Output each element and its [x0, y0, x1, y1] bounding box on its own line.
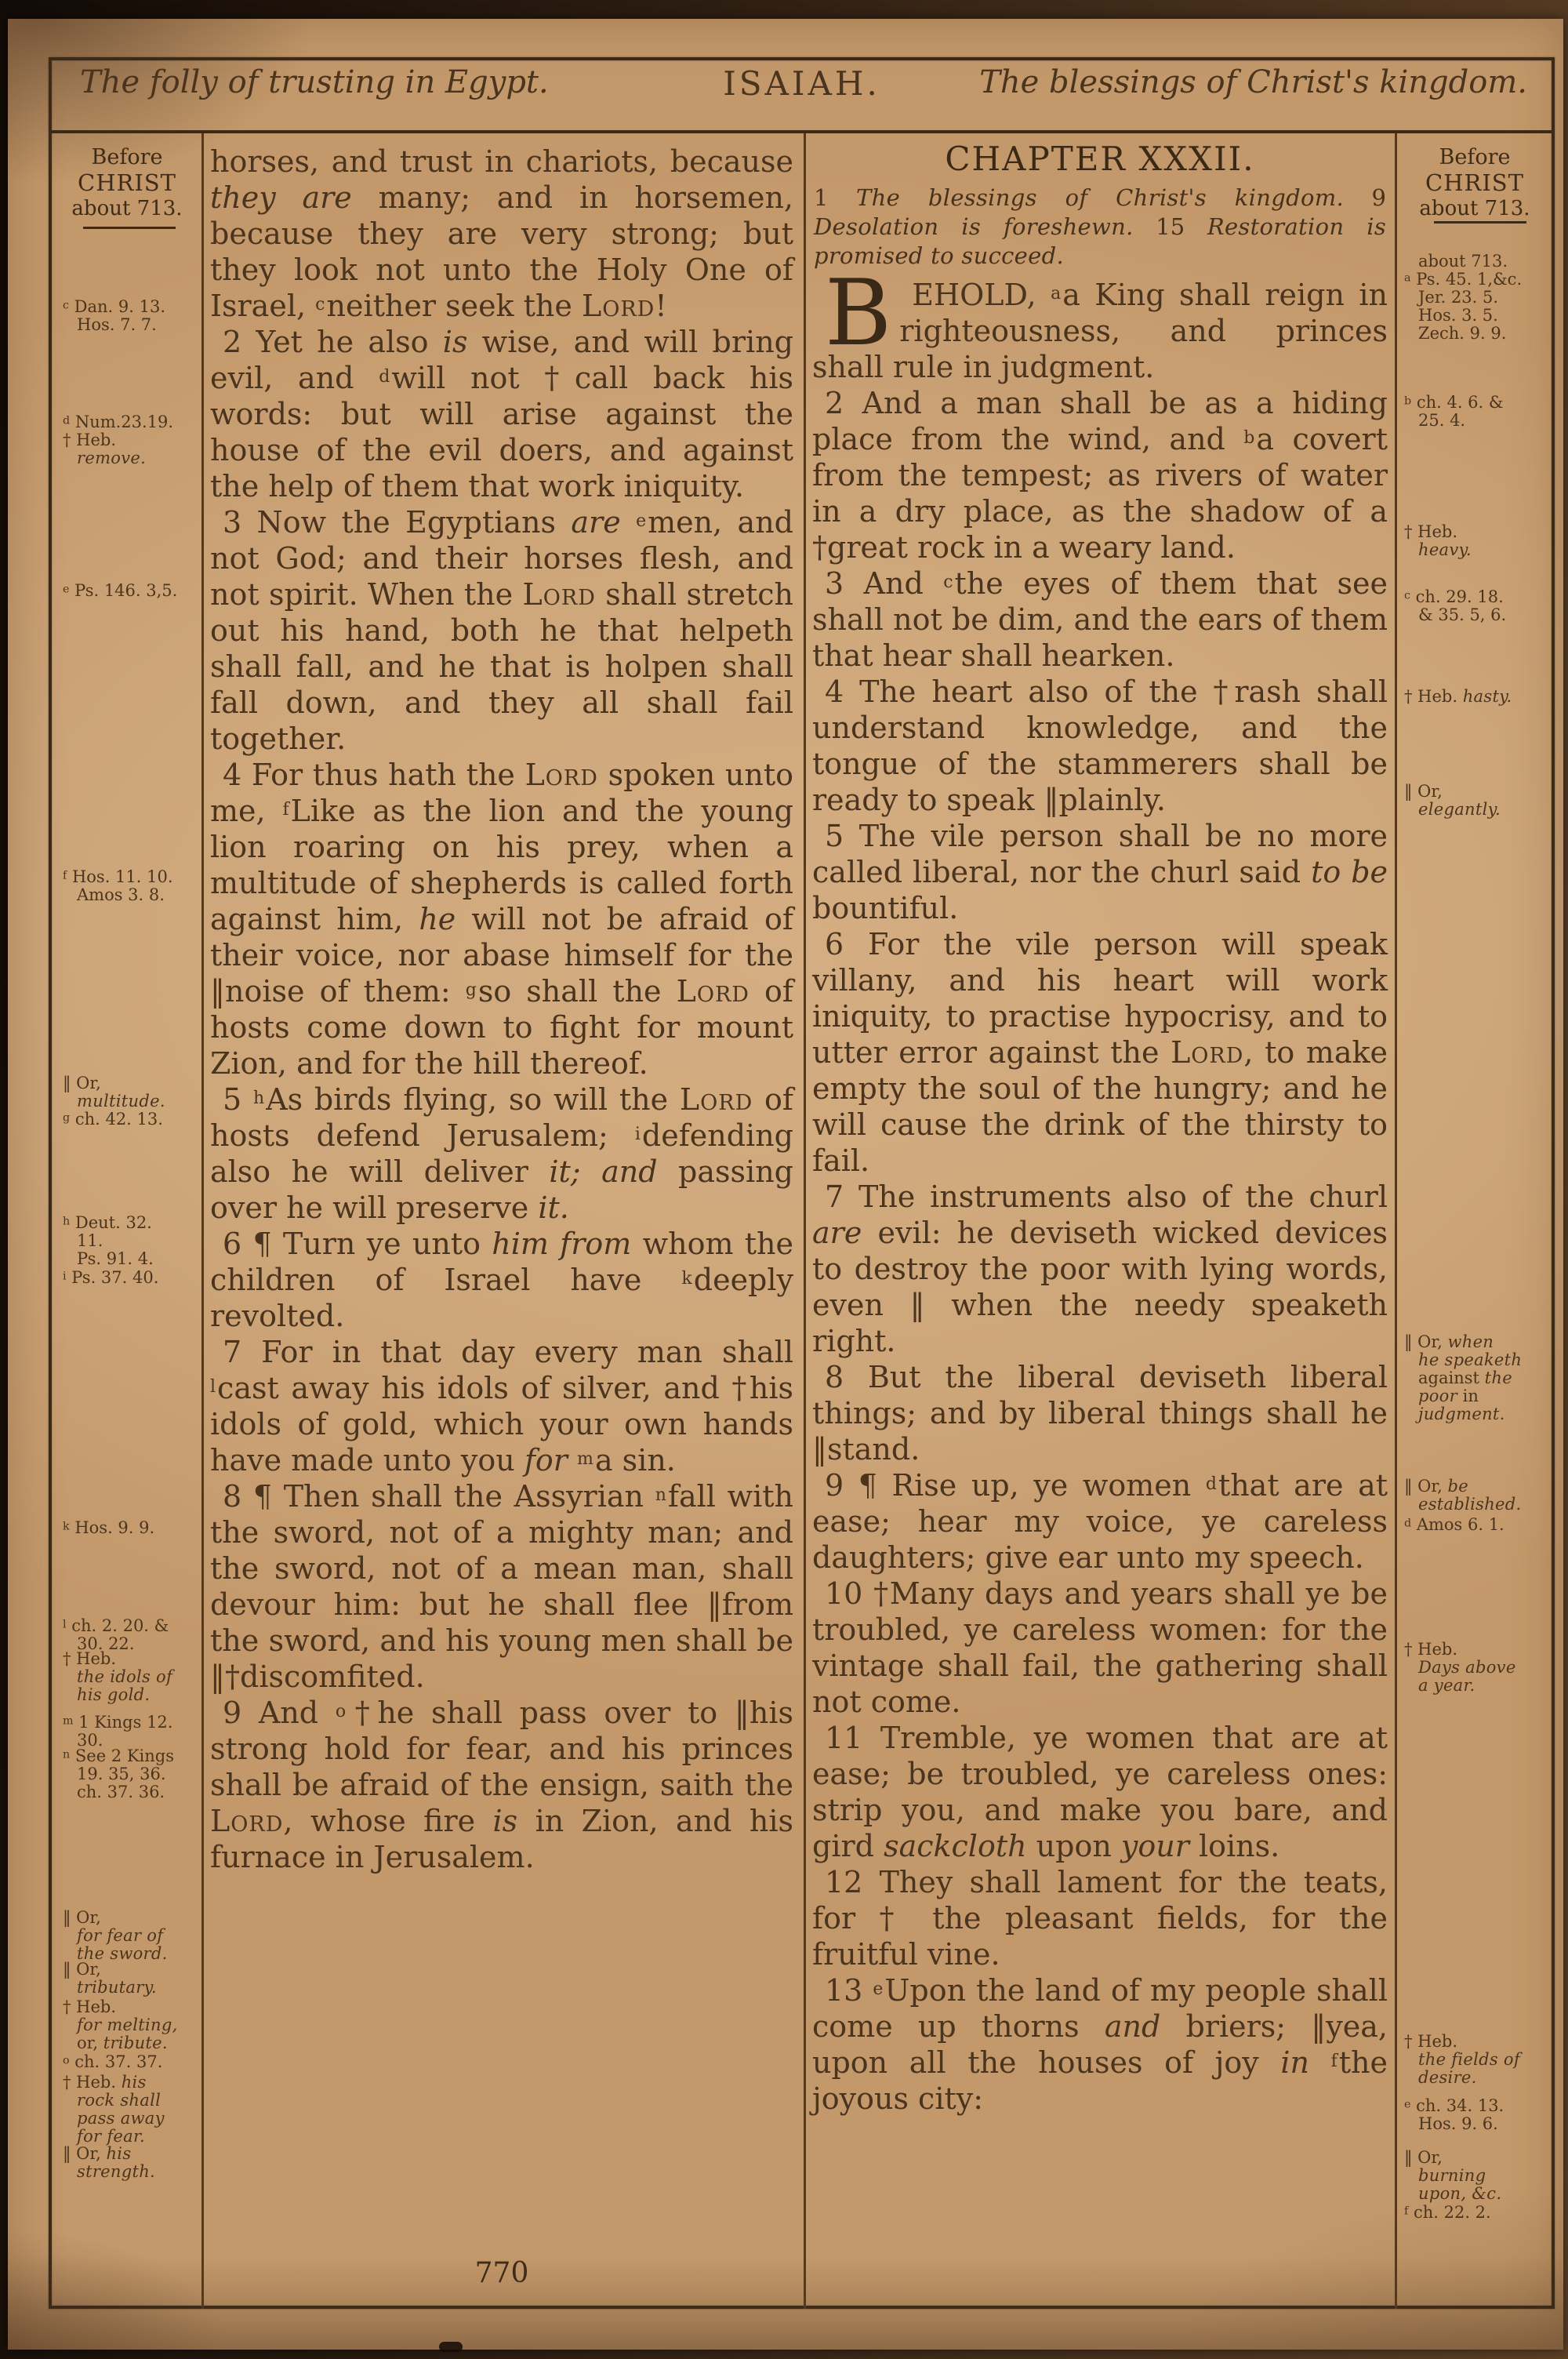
margin-note-line: Hos. 7. 7.	[77, 315, 157, 334]
column-divider	[804, 133, 806, 2309]
styled-text: he speaketh	[1418, 1350, 1523, 1369]
footnote-marker: f	[63, 869, 67, 882]
margin-note	[1404, 2149, 1548, 2203]
styled-text: when	[1447, 1332, 1494, 1351]
margin-note-line: Ps. 91. 4.	[77, 1249, 154, 1268]
margin-note-line: 25. 4.	[1418, 411, 1466, 430]
styled-text: the sword.	[77, 1944, 168, 1963]
margin-note-line	[63, 1092, 201, 1110]
footnote-marker: e	[1404, 2098, 1411, 2111]
styled-text: upon, &c.	[1418, 2184, 1502, 2203]
margin-note-line: or, tribute.	[77, 2034, 168, 2052]
styled-text: Lord	[679, 1082, 753, 1117]
margin-note	[1404, 1478, 1548, 1514]
margin-note	[63, 582, 201, 600]
margin-note-line: Zech. 9. 9.	[1418, 324, 1507, 343]
styled-text: strength.	[77, 2162, 155, 2181]
margin-note	[1404, 1641, 1548, 1695]
margin-note	[63, 413, 201, 467]
margin-note	[63, 1214, 201, 1268]
margin-note	[1404, 2033, 1548, 2087]
styled-text: desire.	[1418, 2068, 1477, 2087]
margin-note	[63, 2053, 201, 2071]
margin-note-line: 30. 22.	[77, 1634, 135, 1653]
margin-note-line: $^d$ Num.23.19.	[63, 413, 174, 431]
before-christ-line: about 713.	[71, 197, 183, 220]
verse: 6 For the vile person will speak villany, and his heart will work iniquity, to practise hypocrisy, and to utter error against the Lord, to make empty the soul of the hungry; and he will cause the drink of the thirsty to fail.	[812, 927, 1388, 1178]
footnote-marker: n	[63, 1748, 71, 1761]
styled-text: Lord	[522, 577, 596, 612]
margin-note-line	[63, 2128, 201, 2146]
margin-note-line	[1404, 1405, 1548, 1423]
margin-note	[63, 298, 201, 334]
margin-note-line	[1404, 801, 1548, 819]
footnote-marker: m	[577, 1448, 593, 1469]
verse: 2 Yet he also is wise, and will bring evil, and $^d$will not †call back his words: but will arise against the house of the evil doers, and against the help of them that work iniquity.	[210, 325, 794, 503]
margin-note-line: ‖ Or,	[1404, 2148, 1443, 2167]
margin-note-line: $^k$ Hos. 9. 9.	[63, 1518, 155, 1537]
margin-note	[63, 1714, 201, 1750]
styled-text: and	[1104, 2009, 1161, 2044]
margin-note-line: 30.	[77, 1731, 103, 1750]
footnote-marker: f	[282, 799, 289, 820]
styled-text: they are	[210, 180, 352, 215]
margin-note-line: $^a$ Ps. 45. 1,&c.	[1404, 270, 1523, 289]
styled-text: tribute.	[103, 2034, 168, 2052]
margin-note-line	[1404, 2069, 1548, 2087]
margin-note-line: Amos 3. 8.	[77, 885, 165, 904]
left-margin-notes	[63, 19, 201, 2350]
margin-note	[63, 1961, 201, 1997]
margin-note-line: $^h$ Deut. 32.	[63, 1213, 152, 1232]
verse: 3 Now the Egyptians are $^e$men, and not God; and their horses flesh, and not spirit. When the Lord shall stretch out his hand, both he that helpeth shall fall, and he that is holpen shall fall down, and they all shall fail together.	[210, 505, 793, 756]
styled-text: remove.	[77, 449, 147, 467]
styled-text: a year.	[1418, 1676, 1475, 1695]
verse: 10 †Many days and years shall ye be troubled, ye careless women: for the vintage shall fail, the gathering shall not come.	[812, 1576, 1388, 1719]
footnote-marker: n	[655, 1485, 666, 1505]
verse: horses, and trust in chariots, because they are many; and in horsemen, because they are very strong; but they look not unto the Holy One of Israel, $^c$neither seek the Lord!	[210, 144, 793, 323]
footnote-marker: h	[252, 1088, 265, 1108]
margin-note-line	[63, 1686, 201, 1704]
verse: 6 ¶ Turn ye unto him from whom the children of Israel have $^k$deeply revolted.	[210, 1227, 793, 1333]
styled-text: Days above	[1418, 1658, 1516, 1677]
page-number: 770	[474, 2257, 529, 2289]
margin-note-line: $^n$ See 2 Kings	[63, 1747, 174, 1765]
footnote-marker: g	[63, 1111, 71, 1125]
margin-note-line: † Heb.	[1404, 2032, 1458, 2051]
footnote-marker: c	[63, 299, 69, 312]
margin-note-line	[63, 2092, 201, 2110]
styled-text: his	[106, 2144, 132, 2163]
margin-note	[63, 2145, 201, 2181]
footnote-marker: o	[63, 2054, 70, 2067]
footnote-marker: f	[1330, 2051, 1338, 2071]
margin-note-line	[1404, 541, 1548, 559]
styled-text: the	[1484, 1369, 1512, 1387]
margin-note-line: † Heb.	[63, 431, 117, 449]
margin-note-line	[1404, 2167, 1548, 2185]
styled-text: rock shall	[77, 2091, 162, 2110]
margin-note	[1404, 253, 1548, 343]
margin-note-line	[1404, 1496, 1548, 1514]
styled-text: him from	[492, 1227, 632, 1261]
styled-text: elegantly.	[1418, 800, 1501, 819]
margin-note-line: $^g$ ch. 42. 13.	[63, 1110, 163, 1129]
styled-text: hasty.	[1462, 687, 1512, 706]
verse: 7 The instruments also of the churl are evil: he deviseth wicked devices to destroy the poor with lying words, even ‖ when the needy speaketh right.	[812, 1180, 1388, 1358]
verse: 9 And $^o$†he shall pass over to ‖his strong hold for fear, and his princes shall be afraid of the ensign, saith the Lord, whose fire is in Zion, and his furnace in Jerusalem.	[210, 1696, 794, 1874]
verse: 5 The vile person shall be no more called liberal, nor the churl said to be bountiful.	[812, 819, 1388, 925]
margin-note-line: $^o$ ch. 37. 37.	[63, 2052, 163, 2071]
margin-note	[1404, 783, 1548, 819]
footnote-marker: d	[1404, 1517, 1412, 1530]
footnote-marker: c	[315, 294, 325, 314]
footnote-marker: l	[63, 1618, 67, 1631]
verse: 4 For thus hath the Lord spoken unto me, $^f$Like as the lion and the young lion roaring on his prey, when a multitude of shepherds is called forth against him, he will not be afraid of their voice, nor abase himself for the ‖noise of them: $^g$so shall the Lord of hosts come down to fight for mount Zion, and for the hill thereof.	[210, 758, 794, 1081]
ink-smudge	[439, 2342, 463, 2352]
margin-note-line: $^c$ ch. 29. 18.	[1404, 587, 1504, 606]
header-rule	[49, 130, 1555, 133]
scanned-page	[8, 19, 1563, 2350]
styled-text: for	[524, 1443, 568, 1478]
footnote-marker: b	[1404, 394, 1412, 408]
margin-note-line: against the	[1418, 1369, 1512, 1387]
verse: 13 $^e$Upon the land of my people shall come up thorns and briers; ‖yea, upon all the houses of joy in $^f$the joyous city:	[812, 1973, 1388, 2116]
margin-note-line: Jer. 23. 5.	[1418, 288, 1499, 307]
verse: 8 ¶ Then shall the Assyrian $^n$fall with the sword, not of a mighty man; and the sword, not of a mean man, shall devour him: but he shall flee ‖from the sword, and his young men shall be ‖†discomfited.	[210, 1479, 794, 1694]
margin-note-line: $^e$ Ps. 146. 3,5.	[63, 581, 178, 600]
margin-note	[63, 1617, 201, 1653]
margin-note-line: Hos. 9. 6.	[1418, 2114, 1498, 2133]
margin-note-line	[63, 2163, 201, 2181]
footnote-marker: e	[636, 511, 647, 531]
chapter-title: CHAPTER XXXII.	[945, 140, 1255, 178]
footnote-marker: o	[335, 1701, 347, 1721]
footnote-marker: l	[210, 1376, 216, 1397]
margin-note	[1404, 688, 1548, 706]
styled-text: The blessings of Christ's kingdom.	[855, 184, 1345, 211]
styled-text: Lord	[1171, 1035, 1244, 1070]
styled-text: his	[121, 2073, 147, 2092]
margin-note-line	[1404, 1659, 1548, 1677]
footnote-marker: d	[63, 414, 71, 427]
styled-text: his gold.	[77, 1685, 151, 1704]
margin-note	[1404, 1333, 1548, 1423]
footnote-marker: m	[63, 1714, 74, 1728]
verse: 2 And a man shall be as a hiding place from the wind, and $^b$a covert from the tempest; as rivers of water in a dry place, as the shadow of a †great rock in a weary land.	[812, 386, 1388, 565]
styled-text: for fear of	[77, 1926, 164, 1945]
styled-text: Lord	[581, 289, 655, 323]
before-christ-line: about 713.	[1419, 197, 1530, 220]
styled-text: Desolation is foreshewn.	[814, 213, 1134, 240]
margin-note-line	[63, 1668, 201, 1686]
margin-note-line: † Heb.	[1404, 1640, 1458, 1659]
styled-text: sackcloth	[884, 1829, 1027, 1863]
margin-note-line	[63, 2016, 201, 2034]
verse: 12 They shall lament for the teats, for † the pleasant fields, for the fruitful vine.	[812, 1865, 1388, 1972]
verse: 3 And $^c$the eyes of them that see shall not be dim, and the ears of them that hear shall hearken.	[812, 566, 1388, 673]
styled-text: heavy.	[1418, 540, 1472, 559]
styled-text: for fear.	[77, 2127, 145, 2146]
margin-note-line: $^f$ Hos. 11. 10.	[63, 867, 173, 886]
footnote-marker: c	[1404, 589, 1410, 602]
margin-note	[1404, 394, 1548, 430]
margin-note	[63, 1998, 201, 2052]
verses-container	[812, 260, 1388, 2117]
footnote-marker: h	[63, 1215, 71, 1228]
margin-note-line: ‖ Or,	[63, 1908, 101, 1927]
styled-text: is	[492, 1804, 518, 1838]
styled-text: it.	[538, 1190, 569, 1225]
footnote-marker: k	[681, 1268, 692, 1289]
footnote-marker: c	[943, 572, 953, 592]
styled-text: Restoration is promised to succeed.	[814, 213, 1387, 269]
styled-text: pass away	[77, 2109, 165, 2128]
margin-note	[63, 1909, 201, 1963]
margin-note-line	[63, 2110, 201, 2128]
margin-note-line: † Heb. hasty.	[1404, 687, 1512, 706]
margin-note	[1404, 2097, 1548, 2133]
margin-note-line: $^b$ ch. 4. 6. &	[1404, 393, 1504, 412]
margin-note-line: † Heb.	[63, 1997, 117, 2016]
styled-text: in	[1280, 2045, 1309, 2080]
margin-note-line: $^e$ ch. 34. 13.	[1404, 2096, 1504, 2115]
styled-text: are	[812, 1216, 862, 1250]
styled-text: to be	[1311, 855, 1388, 889]
margin-note-line: poor in	[1418, 1387, 1479, 1405]
margin-note-line: & 35. 5, 6.	[1418, 605, 1507, 624]
styled-text: multitude.	[77, 1092, 165, 1110]
styled-text: tributary.	[77, 1978, 157, 1997]
footnote-marker: d	[379, 366, 390, 387]
margin-note-line: † Heb. his	[63, 2073, 147, 2092]
margin-note-line	[1404, 1351, 1548, 1369]
footnote-marker: i	[63, 1270, 67, 1283]
margin-note-line	[1404, 2185, 1548, 2203]
right-margin-divider	[1395, 133, 1397, 2309]
styled-text: your	[1120, 1829, 1189, 1863]
running-head-right: The blessings of Christ's kingdom.	[979, 64, 1527, 100]
verse: 8 But the liberal deviseth liberal things; and by liberal things shall he ‖stand.	[812, 1360, 1388, 1467]
styled-text: Lord	[676, 974, 750, 1009]
margin-note-line: ‖ Or, his	[63, 2144, 132, 2163]
styled-text: be	[1447, 1477, 1468, 1496]
right-margin-notes	[1404, 19, 1548, 2350]
running-head-left: The folly of trusting in Egypt.	[80, 64, 549, 100]
footnote-marker: f	[1404, 2205, 1409, 2218]
margin-note-line: $^l$ ch. 2. 20. &	[63, 1616, 169, 1635]
left-margin-divider	[201, 133, 204, 2309]
verse: 4 The heart also of the †rash shall understand knowledge, and the tongue of the stammerers shall be ready to speak ‖plainly.	[812, 674, 1388, 817]
margin-note-line: ch. 37. 36.	[77, 1783, 165, 1801]
margin-note-line	[63, 1927, 201, 1945]
footnote-marker: b	[1243, 427, 1255, 448]
margin-note-line: Hos. 3. 5.	[1418, 306, 1498, 325]
footnote-marker: i	[634, 1124, 641, 1144]
margin-note-line	[63, 449, 201, 467]
running-head-center: ISAIAH.	[723, 64, 880, 103]
footnote-marker: k	[63, 1520, 70, 1533]
margin-note	[1404, 588, 1548, 624]
margin-note	[1404, 523, 1548, 559]
styled-text: he	[419, 902, 456, 936]
before-christ-line: Before	[91, 145, 163, 169]
margin-note-line	[1404, 2051, 1548, 2069]
before-christ-line: Before	[1439, 145, 1511, 169]
margin-note-line: 19. 35, 36.	[77, 1765, 166, 1783]
styled-text: the fields of	[1418, 2050, 1520, 2069]
margin-note-line: $^d$ Amos 6. 1.	[1404, 1515, 1504, 1534]
before-christ-line: CHRIST	[78, 169, 176, 196]
margin-note-line: † Heb.	[63, 1649, 117, 1668]
margin-note	[63, 1650, 201, 1704]
drop-cap: B	[825, 260, 892, 366]
styled-text: established.	[1418, 1495, 1522, 1514]
margin-note	[63, 1747, 201, 1801]
margin-note	[63, 1519, 201, 1537]
margin-note-line: † Heb.	[1404, 522, 1458, 541]
styled-text: judgment.	[1418, 1405, 1505, 1423]
margin-note	[63, 2074, 201, 2146]
margin-note	[63, 1074, 201, 1129]
styled-text: it; and	[549, 1154, 658, 1189]
verse: BEHOLD, $^a$a King shall reign in righteousness, and princes shall rule in judgment.	[812, 260, 1388, 384]
margin-note-line: ‖ Or,	[63, 1960, 101, 1979]
styled-text: the idols of	[77, 1667, 173, 1686]
styled-text: poor	[1418, 1387, 1457, 1405]
footnote-marker: g	[465, 980, 477, 1000]
verse: 9 ¶ Rise up, ye women $^d$that are at ease; hear my voice, ye careless daughters; give ear unto my speech.	[812, 1468, 1388, 1575]
margin-note-line: $^m$ 1 Kings 12.	[63, 1713, 173, 1732]
styled-text: are	[571, 505, 621, 540]
styled-text: burning	[1418, 2166, 1486, 2185]
before-christ-line: CHRIST	[1425, 169, 1524, 196]
margin-note-line: $^i$ Ps. 37. 40.	[63, 1268, 159, 1287]
margin-note-line: ‖ Or,	[63, 1074, 101, 1092]
column-isaiah-32	[812, 138, 1388, 2117]
footnote-marker: d	[1205, 1474, 1217, 1494]
margin-note	[1404, 1516, 1548, 1534]
margin-note-line: ‖ Or,	[1404, 782, 1443, 801]
footnote-marker: e	[873, 1979, 884, 1999]
footnote-marker: a	[1404, 271, 1411, 285]
margin-note-line: $^c$ Dan. 9. 13.	[63, 297, 166, 316]
margin-note	[63, 868, 201, 904]
chapter-summary: 1 The blessings of Christ's kingdom. 9 Desolation is foreshewn. 15 Restoration is promised to succeed.	[814, 184, 1387, 269]
margin-note-line: 11.	[77, 1231, 103, 1250]
margin-note-line: about 713.	[1418, 252, 1508, 271]
margin-note-line: $^f$ ch. 22. 2.	[1404, 2203, 1491, 2222]
margin-note-line: ‖ Or, be	[1404, 1477, 1468, 1496]
styled-text: for melting,	[77, 2016, 178, 2034]
styled-text: Lord	[210, 1804, 284, 1838]
footnote-marker: a	[1051, 283, 1062, 304]
footnote-marker: e	[63, 583, 70, 596]
verse: 11 Tremble, ye women that are at ease; be troubled, ye careless ones: strip you, and make you bare, and gird sackcloth upon your loins.	[812, 1721, 1388, 1863]
verse: 5 $^h$As birds flying, so will the Lord of hosts defend Jerusalem; $^i$defending also he will deliver it; and passing over he will preserve it.	[210, 1082, 793, 1225]
styled-text: is	[442, 325, 468, 359]
verse: 7 For in that day every man shall $^l$cast away his idols of silver, and †his idols of gold, which your own hands have made unto you for $^m$a sin.	[210, 1335, 793, 1478]
margin-note	[63, 1269, 201, 1287]
margin-note	[1404, 2204, 1548, 2222]
column-isaiah-31	[210, 144, 793, 1875]
margin-note-line	[63, 1979, 201, 1997]
styled-text: Lord	[524, 758, 598, 792]
margin-note-line	[1404, 1677, 1548, 1695]
margin-note-line: ‖ Or, when	[1404, 1332, 1494, 1351]
